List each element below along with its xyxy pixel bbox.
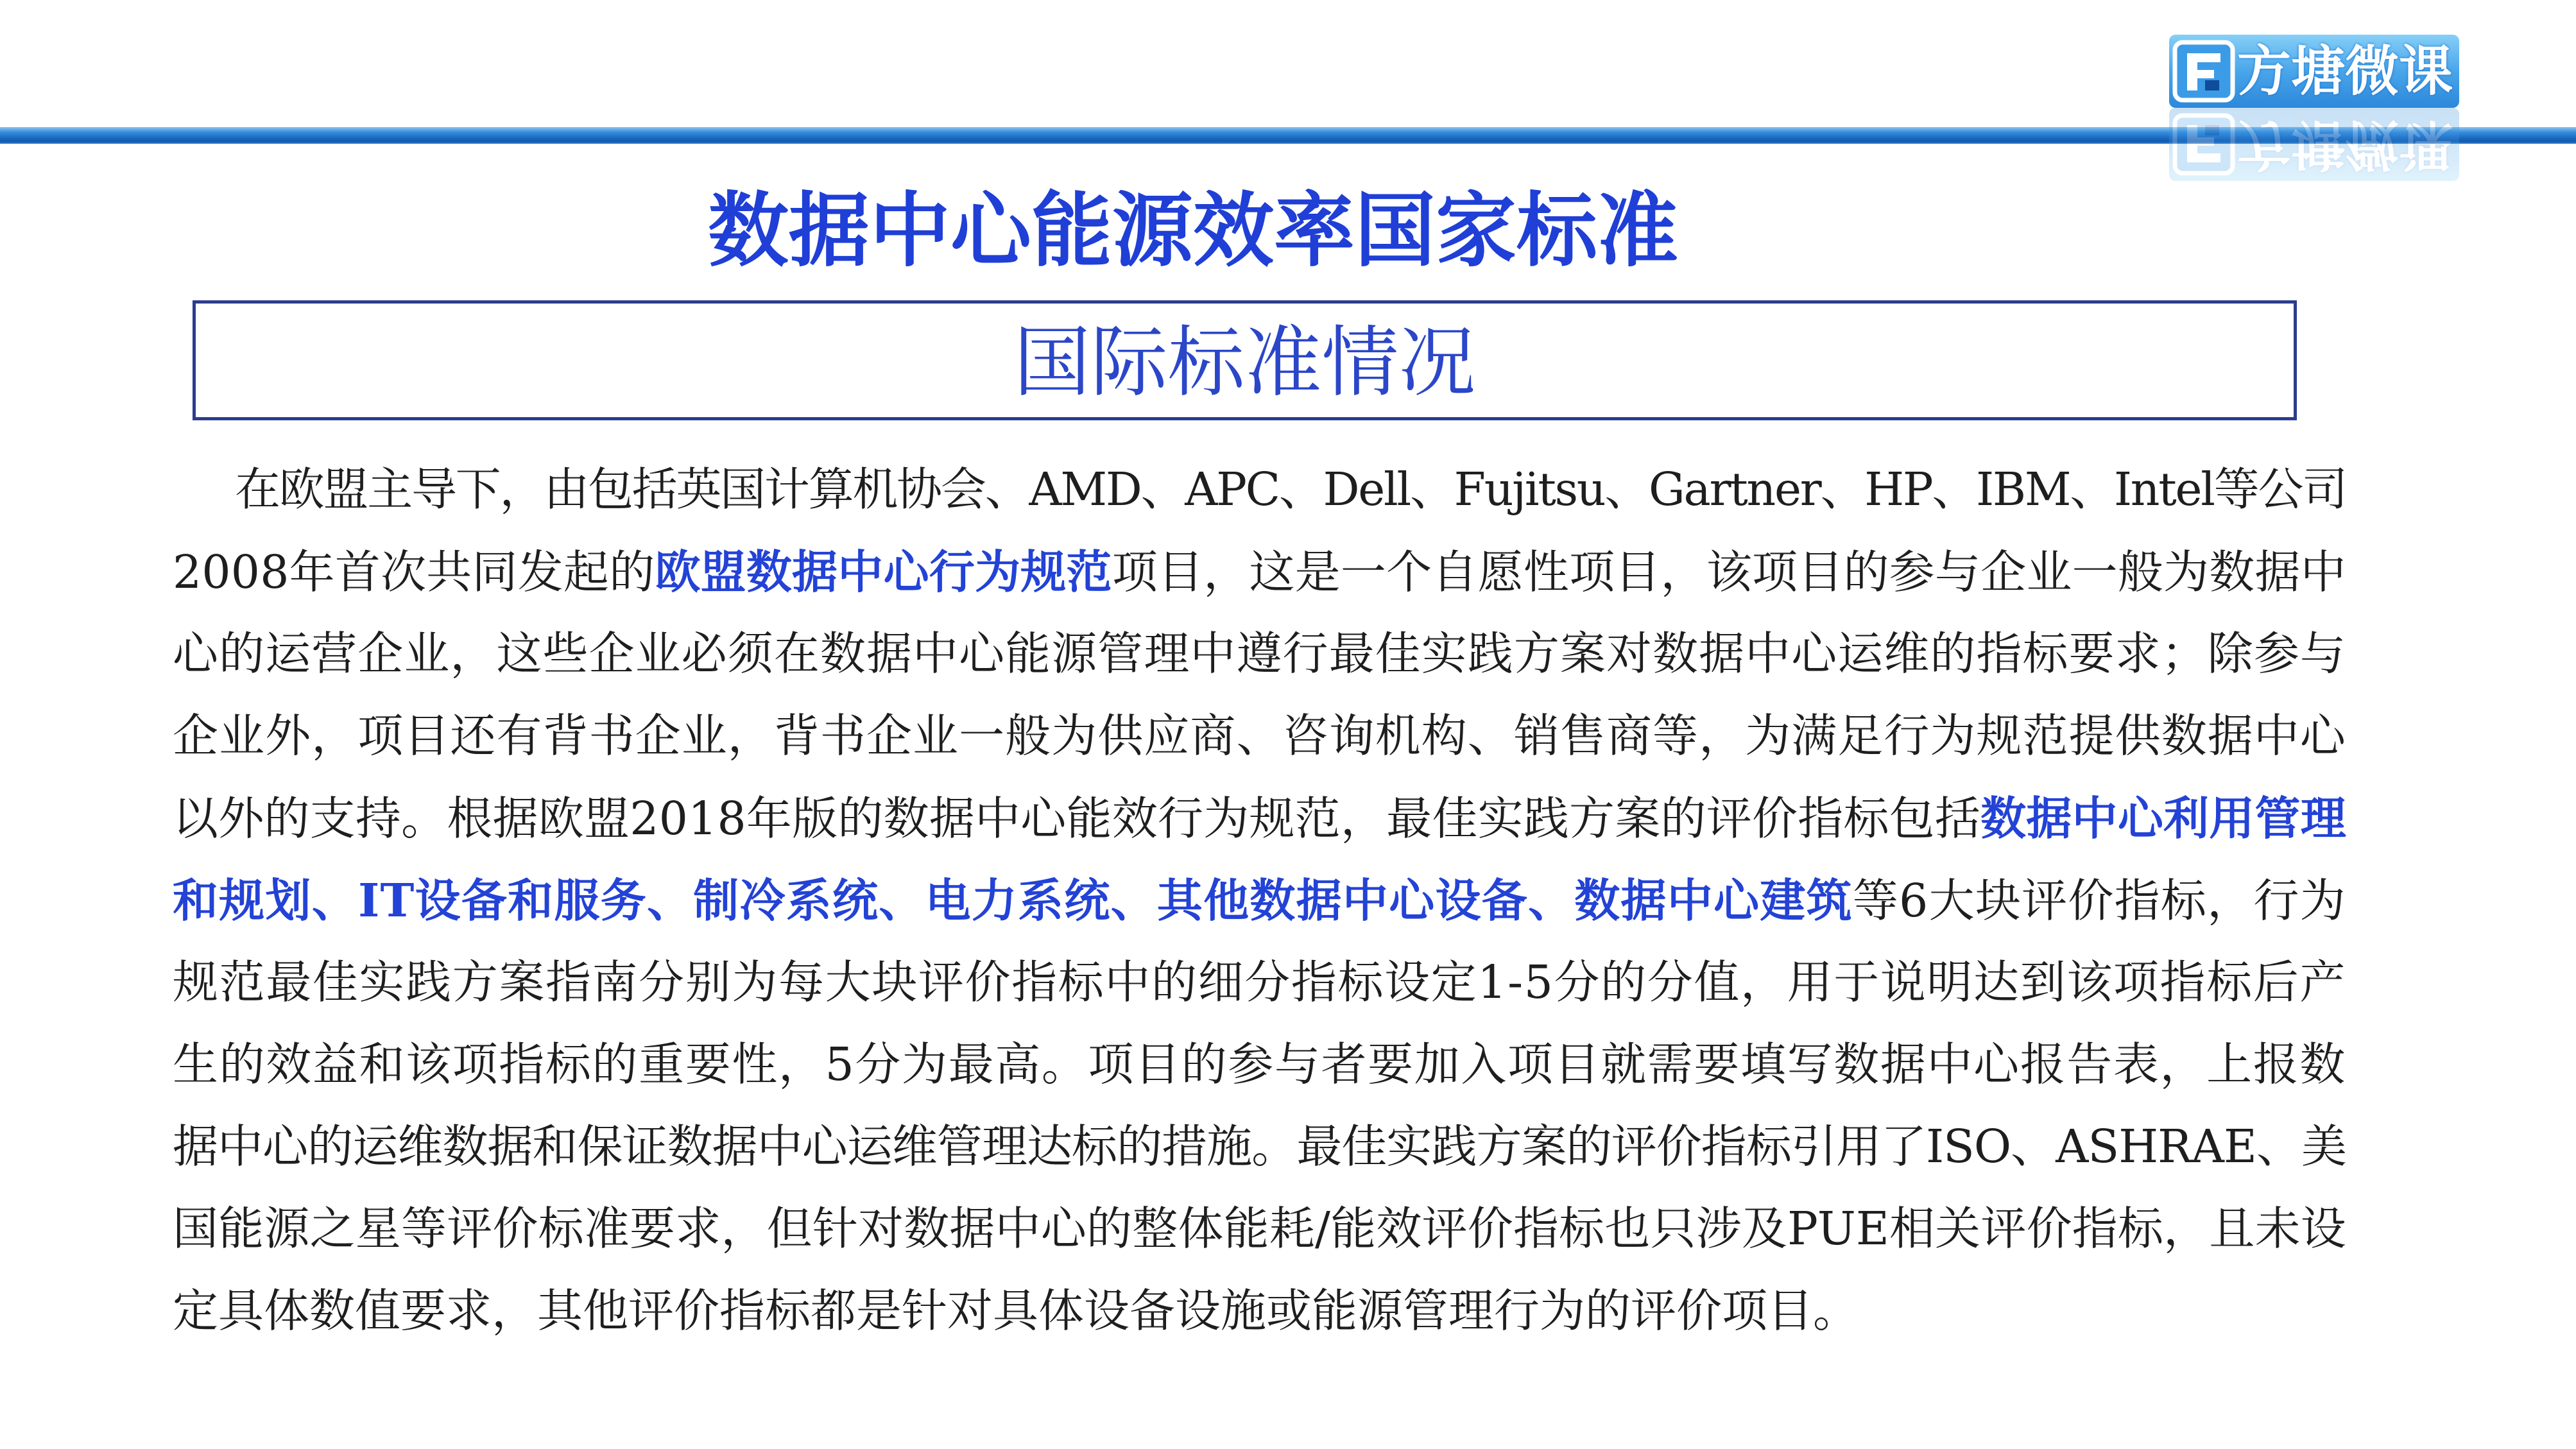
paragraph-text: 项目，这是一个自愿性项目，该项目的参与企业一般为数据中 xyxy=(1112,545,2346,599)
line-content xyxy=(173,859,2346,942)
paragraph-text: 国能源之星等评价标准要求，但针对数据中心的整体能耗/能效评价指标也只涉及PUE相关评价指标，且未设 xyxy=(173,1202,2346,1255)
page-title: 数据中心能源效率国家标准 xyxy=(708,184,1678,278)
highlighted-term: 数据中心利用管理 xyxy=(1980,791,2346,845)
paragraph-text: 定具体数值要求，其他评价指标都是针对具体设备设施或能源管理行为的评价项目。 xyxy=(173,1284,1859,1337)
paragraph-text: 以外的支持。根据欧盟2018年版的数据中心能效行为规范，最佳实践方案的评价指标包括 xyxy=(173,792,1981,845)
line-content xyxy=(173,531,2346,613)
paragraph-text: 等6大块评价指标，行为 xyxy=(1852,874,2346,927)
paragraph-line xyxy=(173,777,2346,859)
line-content xyxy=(235,449,2346,531)
logo-reflection-copy xyxy=(2169,108,2459,181)
paragraph-line xyxy=(173,1270,2346,1352)
fangtang-logo-icon xyxy=(2172,112,2236,176)
line-content xyxy=(173,941,2346,1024)
line-content xyxy=(173,1188,2346,1270)
highlighted-term: 欧盟数据中心行为规范 xyxy=(655,545,1112,599)
brand-logo xyxy=(2169,35,2459,108)
paragraph-line xyxy=(173,1024,2346,1106)
logo-reflection-text: 方塘微课 xyxy=(2237,113,2453,176)
paragraph-text: 生的效益和该项指标的重要性，5分为最高。项目的参与者要加入项目就需要填写数据中心报告表，上报数 xyxy=(173,1038,2346,1091)
line-content xyxy=(173,1270,1859,1352)
paragraph-text: 在欧盟主导下，由包括英国计算机协会、AMD、APC、Dell、Fujitsu、Gartner、HP、IBM、Intel等公司 xyxy=(235,463,2346,516)
paragraph-line xyxy=(173,1188,2346,1270)
line-content xyxy=(173,695,2346,777)
section-heading-box xyxy=(193,300,2297,420)
body-paragraph xyxy=(173,449,2346,1352)
paragraph-text: 据中心的运维数据和保证数据中心运维管理达标的措施。最佳实践方案的评价指标引用了ISO、ASHRAE、美 xyxy=(173,1120,2346,1173)
paragraph-text: 心的运营企业，这些企业必须在数据中心能源管理中遵行最佳实践方案对数据中心运维的指标要求；除参与 xyxy=(173,627,2346,680)
paragraph-line xyxy=(173,613,2346,695)
paragraph-line xyxy=(173,859,2346,941)
logo-reflection xyxy=(2169,108,2459,176)
paragraph-line xyxy=(173,1106,2346,1188)
line-content xyxy=(173,777,2346,860)
paragraph-line xyxy=(173,695,2346,777)
paragraph-line xyxy=(173,531,2346,613)
logo-text: 方塘微课 xyxy=(2237,40,2453,103)
paragraph-text: 规范最佳实践方案指南分别为每大块评价指标中的细分指标设定1-5分的分值，用于说明达到该项指标后产 xyxy=(173,956,2346,1009)
section-heading-label: 国际标准情况 xyxy=(1013,318,1476,407)
line-content xyxy=(173,1024,2346,1106)
paragraph-line xyxy=(173,449,2346,531)
paragraph-text: 企业外，项目还有背书企业，背书企业一般为供应商、咨询机构、销售商等，为满足行为规范提供数据中心 xyxy=(173,709,2346,762)
fangtang-logo-icon xyxy=(2172,39,2236,103)
paragraph-text: 2008年首次共同发起的 xyxy=(173,545,655,599)
paragraph-line xyxy=(173,941,2346,1024)
line-content xyxy=(173,613,2346,695)
line-content xyxy=(173,1106,2346,1188)
highlighted-term: 和规划、IT设备和服务、制冷系统、电力系统、其他数据中心设备、数据中心建筑 xyxy=(173,873,1853,927)
